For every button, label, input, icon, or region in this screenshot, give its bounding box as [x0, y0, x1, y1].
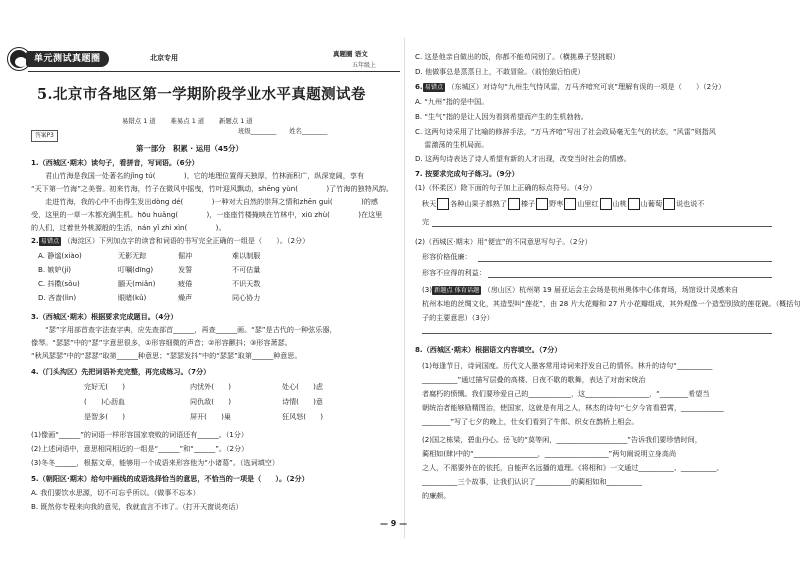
q2-option-cell: 不识天数 [232, 279, 261, 288]
q7-word: 山桃 [612, 199, 627, 208]
q4-word: 完好无( ) [84, 382, 126, 391]
punctuation-box[interactable] [536, 198, 548, 210]
q2-option-cell: 疲倦 [178, 279, 193, 288]
q8-line: ________”写了七夕的晚上，仕女们看到了牛郎、织女在鹊桥上相会。 [422, 417, 639, 426]
punctuation-box[interactable] [600, 198, 612, 210]
q7-sub3-line: 子的主要意思）（3分） [422, 313, 494, 322]
q8-line: (2)国之栋梁，碧血丹心。岳飞的“莫等闲，____________________”告诉我们要珍惜时间， [422, 435, 702, 444]
q6-option-d: D. 这两句诗表达了诗人希望有新的人才出现，改变当时社会的情感。 [415, 154, 631, 163]
q4-word: 诗情( )意 [282, 397, 324, 406]
q8-line: __________三个故事，让我们认识了__________的蔺相如和__________ [422, 477, 642, 486]
q6-option-c-cont: 雷激荡的生机局面。 [415, 140, 489, 149]
student-fields: 班级________ 姓名________ [238, 127, 328, 135]
q5-option-b: B. 既然你专程来向我的意见，我就直言不讳了。（打开天窗说亮话） [31, 502, 243, 511]
q2-option-cell: 无影无踪 [118, 251, 147, 260]
q7-word: 榛子 [520, 199, 536, 208]
q7-sub3-tag: 新题点 体育话题 [434, 287, 480, 294]
answer-line [422, 333, 772, 334]
answer-reference: 答案P3 [31, 130, 58, 142]
q3-line: “瑟”字用部首查字法查字典，应先查部首______，再查______画。“瑟”是古代的一种弦乐器， [31, 325, 337, 334]
q2-option-cell: 眼睹(kǔ) [118, 293, 147, 302]
q8-line: 朝统治者能够励精图治，使国家，这就是有用之人，林杰的诗句“七夕今宵看碧霄，____________ [422, 403, 724, 412]
q4-word: 内忧外( ) [190, 382, 232, 391]
punctuation-box[interactable] [564, 198, 576, 210]
q8-line: 蔺相如(肆)中的“__________________，__________________”两句阐说明立身高尚 [422, 449, 677, 458]
q6-text: （东城区）对诗句“九州生气恃风雷，万马齐喑究可哀”理解有误的一项是（ ）（2分） [447, 82, 726, 91]
q1-heading: 1.（西城区·期末）读句子，看拼音，写词语。（6分） [31, 158, 199, 167]
q4-word: 狂风怒( ) [282, 412, 324, 421]
q1-line: 走进竹海，我的心中不由得生发出dòng dé( )一种对大自然的崇拜之情和zhēn guì( )的感 [31, 197, 378, 206]
q7-sub2a: 形容价格低廉： [422, 252, 472, 261]
q5-option-c: C. 这是他亲自做出的饭，你都不能苟同别了。（横挑鼻子竖挑眼） [415, 52, 620, 61]
q7-word: 说也说不 [676, 199, 705, 208]
q1-line: “天下第一竹海”之美誉。初来竹海，竹子在微风中摇曳，竹叶迎风飘动，shēng yùn( )了竹海的独特风韵。 [31, 184, 394, 193]
q1-line: 的人们，过着世外桃源般的生活，nán yǐ zhì xìn( )。 [31, 223, 226, 232]
page-number: — 9 — [380, 519, 408, 528]
region-tag: 北京专用 [150, 54, 178, 62]
grade-label: 五年级上 [352, 62, 377, 69]
q7-sub2: (2)（西城区·期末）用“便宜”的不同意思写句子。（2分） [415, 237, 592, 246]
q4-sub: (2)上述词语中，意思相同相近的一组是“______”和“______”。（2分） [31, 444, 249, 453]
q7-heading: 7. 按要求完成句子练习。（9分） [415, 169, 519, 178]
q7-sub1: (1)（怀柔区）除下面的句子加上正确的标点符号。（4分） [415, 183, 597, 192]
difficulty-meta: 易错点 1 道 难易点 1 道 新题点 1 道 [122, 117, 253, 125]
q3-line: 像琴。“瑟瑟”中的“瑟”字意思很多，①形容细微的声音；②形容颤抖；③形容萧瑟。 [31, 338, 292, 347]
q5-option-d: D. 他做事总是蒸蒸日上，不敢冒险。（前怕狼后怕虎） [415, 67, 585, 76]
q7-end: 完 [422, 217, 430, 226]
q2-option-cell: B. 嫉妒(jí) [38, 265, 72, 274]
q7-sub3: (3) 新题点 体育话题 （房山区）杭州第 19 届亚运会主会场是杭州奥体中心体育场，场馆设计灵感来自 [422, 285, 739, 294]
q6-heading: 6. 易错点 （东城区）对诗句“九州生气恃风雷，万马齐喑究可哀”理解有误的一项是（ ）（2分） [415, 82, 726, 91]
q7-word: 秋天 [422, 199, 437, 208]
column-divider [404, 38, 405, 538]
header-rule [28, 46, 400, 72]
q5-heading: 5.（朝阳区·期末）给句中画线的成语选择恰当的意思，不恰当的一项是（ ）。（2分） [31, 474, 309, 483]
part-title: 第一部分 积累 · 运用（45分） [136, 144, 243, 153]
q2-tag: 易错点 [40, 238, 60, 245]
q4-word: ( )心沥血 [84, 397, 126, 406]
q2-heading: 2. 易错点 （海淀区）下列加点字的读音和词语的书写完全正确的一组是（ ）。（2分） [31, 236, 310, 245]
q2-option-cell: 叮嘱(dīng) [118, 265, 154, 274]
q3-line: “秋风瑟瑟”中的“瑟瑟”取第______种意思；“瑟瑟发抖”中的“瑟瑟”取第______种意思。 [31, 351, 302, 360]
q7-word: 山葡萄 [640, 199, 663, 208]
q7-punctuation-row [422, 198, 704, 210]
q8-heading: 8.（西城区·期末）根据语文内容填空。（7分） [415, 345, 562, 354]
q2-option-cell: 发誓 [178, 265, 193, 274]
q4-word: 是智多( ) [84, 412, 126, 421]
page-title: 5.北京市各地区第一学期阶段学业水平真题测试卷 [37, 86, 366, 103]
q4-sub: (3)冬冬______，根据文章，能够用一个成语来形容他为“小诸葛”。（选词填空） [31, 458, 279, 467]
q4-heading: 4.（门头沟区）先把词语补充完整，再完成练习。（7分） [31, 367, 211, 376]
q8-line: __________”通过描写层叠的高楼、日夜不歇的歌舞，表达了对南宋统治 [422, 375, 646, 384]
q2-option-cell: A. 静谧(xiào) [38, 251, 82, 260]
punctuation-box[interactable] [437, 198, 449, 210]
q2-option-cell: D. 吝啬(lìn) [38, 293, 77, 302]
answer-line [478, 261, 772, 262]
subject-label: 真题圈 语文 [333, 50, 368, 58]
q6-option-c: C. 这两句诗采用了比喻的修辞手法，“万马齐喑”写出了社会政局毫无生气的状态，“风雷”则指风 [415, 127, 716, 136]
q4-sub: (1)像画“______”的词语一样形容国家衰败的词语还有______。（1分） [31, 430, 248, 439]
q4-word: 屏开( )巢 [190, 412, 232, 421]
q1-line: 君山竹海是我国一处著名的jǐng tú( )，它的地理位置得天独厚，竹林面积广，纵深宽阔，享有 [31, 171, 365, 180]
q5-option-a: A. 我们要饮水思源，切不可忘乎所以。（做事不忘本） [31, 488, 200, 497]
q6-option-b: B. “生气”指的是让人因为看到希望而产生的生机勃勃。 [415, 112, 588, 121]
punctuation-box[interactable] [508, 198, 520, 210]
q2-option-cell: 燥声 [178, 293, 193, 302]
q7-sub2b: 形容不应得的利益： [422, 268, 486, 277]
q7-sub3-text: （房山区）杭州第 19 届亚运会主会场是杭州奥体中心体育场，场馆设计灵感来自 [483, 285, 739, 294]
q8-line: 之人，不需要外在的依托，自能声名远播的道理。《将相和》一文通过__________、__________、 [422, 463, 724, 472]
q8-line: 的廉颇。 [422, 491, 451, 500]
logo-text: 单元测试真题圈 [26, 51, 109, 67]
q7-word: 野枣 [549, 199, 564, 208]
answer-line [432, 226, 772, 227]
q6-tag: 易错点 [424, 84, 444, 91]
q4-word: 处心( )虑 [282, 382, 324, 391]
q7-word: 各种山果子都熟了 [450, 199, 507, 208]
q4-word: 同仇敌( ) [190, 397, 232, 406]
q3-heading: 3.（西城区·期末）根据要求完成题目。（4分） [31, 312, 178, 321]
q2-option-cell: 倔冲 [178, 251, 193, 260]
q8-line: (1)每逢节日，诗词国度。历代文人墨客常用诗词来抒发自己的情怀。林升的诗句“__________ [422, 361, 713, 370]
q1-line: 受，这里的一草一木都充满生机。hōu huǎng( )，一座座竹楼掩映在竹林中，xiū zhù( )在这里 [31, 210, 383, 219]
punctuation-box[interactable] [663, 198, 675, 210]
q2-option-cell: 难以制服 [232, 251, 261, 260]
q2-text: （海淀区）下列加点字的读音和词语的书写完全正确的一组是（ ）。（2分） [63, 236, 310, 245]
q2-option-cell: 腼天(miǎn) [118, 279, 156, 288]
q2-option-cell: 同心协力 [232, 293, 261, 302]
q2-option-cell: 不可估量 [232, 265, 261, 274]
q2-option-cell: C. 抖擞(sǒu) [38, 279, 80, 288]
answer-line [488, 277, 772, 278]
punctuation-box[interactable] [628, 198, 640, 210]
q7-word: 山里红 [577, 199, 599, 208]
q7-sub3-line: 杭州本地的丝绸文化，其造型叫“莲花”，由 28 片大花瓣和 27 片小花瓣组成，其外观像一个造型别致的莲花碗。（概括句 [422, 299, 800, 308]
q6-option-a: A. “九州”指的是中国。 [415, 97, 489, 106]
q8-line: 者腐朽的愤慨。我们要珍爱自己的____________，这__________________，“________希望当 [422, 389, 710, 398]
